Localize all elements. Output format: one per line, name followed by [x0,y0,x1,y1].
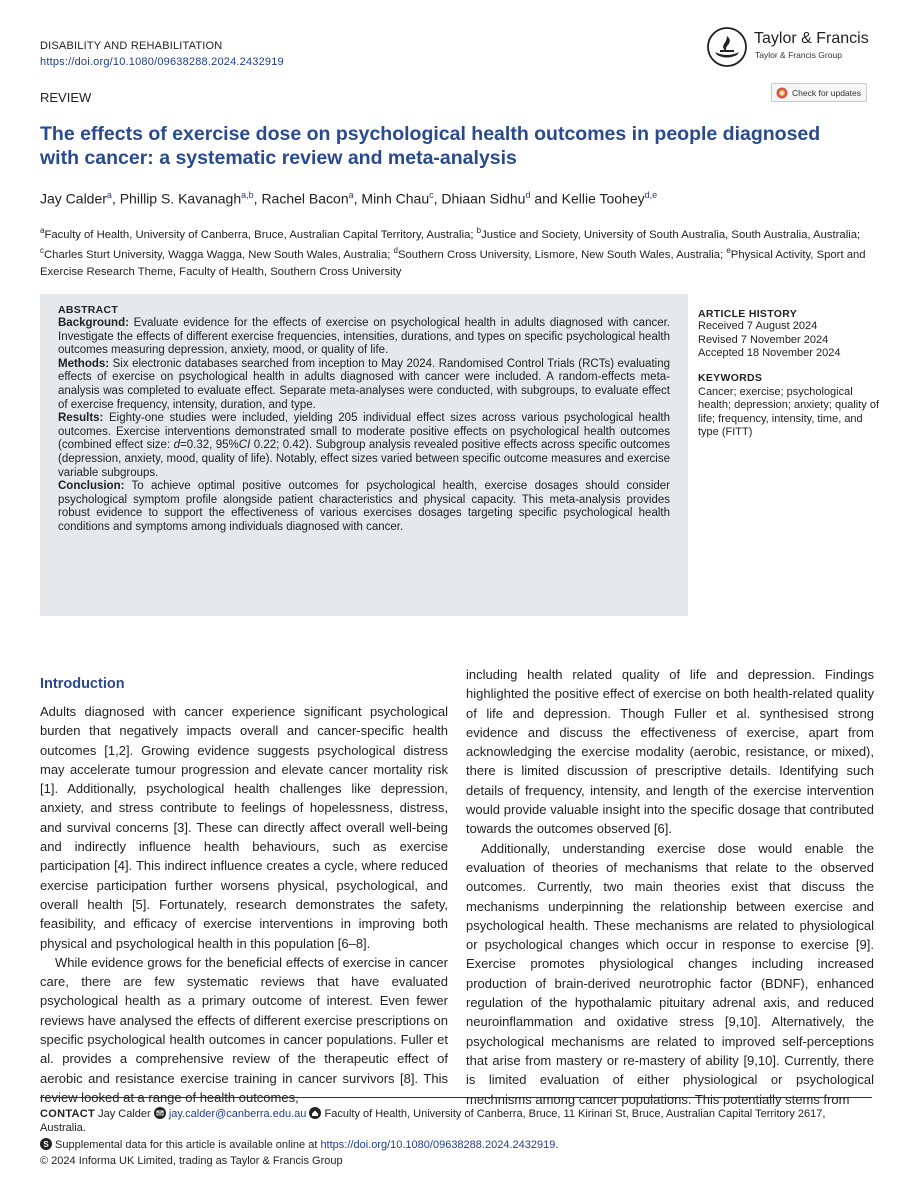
abstract-text-italic: CI [238,439,251,452]
abstract-label: Results: [58,412,104,425]
affil-text: Southern Cross University, Lismore, New South Wales, Australia; [397,249,727,262]
author-list [40,190,657,207]
author-affil-sup[interactable]: d [525,190,531,200]
author-affil-sup[interactable]: a [106,190,112,200]
abstract-label: Methods: [58,357,110,370]
affil-sup: c [40,246,44,256]
affil-sup: a [40,226,45,235]
author-name: Rachel Bacon [261,190,349,207]
contact-info [40,1107,872,1135]
journal-header [40,40,284,68]
body-column-left [40,674,448,1107]
abstract-conclusion [58,480,670,534]
address-icon [309,1107,321,1119]
received-date: Received 7 August 2024 [698,320,818,332]
supplemental-link[interactable]: https://doi.org/10.1080/09638288.2024.2432919 [320,1139,556,1151]
check-updates-label: Check for updates [792,87,861,98]
supplemental-end: . [555,1139,559,1151]
article-history-heading: ARTICLE HISTORY [698,308,798,320]
check-for-updates-button[interactable] [771,83,867,102]
author-affil-sup[interactable]: a [348,190,354,200]
footer-divider [40,1097,872,1098]
supplemental-note [40,1138,558,1151]
article-history [698,308,888,361]
abstract-heading: ABSTRACT [58,304,119,316]
author-separator: , [253,190,262,207]
author-affil-sup[interactable]: c [429,190,434,200]
publisher-name: Taylor & Francis [754,30,869,47]
check-updates-icon [776,87,788,99]
author-separator: and [530,190,562,207]
revised-date: Revised 7 November 2024 [698,333,829,346]
contact-email-link[interactable]: jay.calder@canberra.edu.au [168,1108,307,1120]
journal-name: DISABILITY AND REHABILITATION [40,40,223,52]
author-separator: , [111,190,120,207]
author-affil-sup[interactable]: d,e [644,190,658,200]
abstract-text: =0.32, 95% [180,439,239,452]
body-column-right [466,665,874,1109]
introduction-heading: Introduction [40,676,125,692]
author-affil-sup[interactable]: a,b [241,190,254,200]
author-name: Kellie Toohey [561,190,645,207]
publisher-logo-icon [706,26,748,68]
affil-sup: e [726,246,731,256]
abstract-text: 0.22; 0.42). Subgroup analysis revealed positive effects across specific outcomes (depression, anxiety, mood, quality of life). Notably, effect sizes varied between specific outcome measures and exercise variable subgroups. [58,439,670,479]
author-name: Dhiaan Sidhu [441,190,526,207]
abstract-text-italic: d [173,439,181,452]
contact-label: CONTACT [40,1108,96,1120]
abstract-box [40,294,688,616]
abstract-background [58,317,670,358]
abstract-label: Background: [58,317,129,329]
affil-text: Faculty of Health, University of Canberra, Bruce, Australian Capital Territory, Australia; [44,228,477,241]
affiliations [40,223,870,280]
body-paragraph: Additionally, understanding exercise dose would enable the evaluation of theories of mechanisms that relate to the observed outcomes. Currently, two main theories exist that discuss the mechanisms underpinning the relationship between exercise and psychological health. These mechanisms are related to physiological or psychological changes which occur in response to exercise [9]. Exercise promotes physiological changes including increased production of brain-derived neurotrophic factor (BDNF), enhanced regulation of the hypothalamic pituitary adrenal axis, and reduced neuroinflammation and oxidative stress [9,10]. Alternatively, the psychological mechanisms are related to improved self-perceptions that arise from mastery or re-mastery of ability [9,10]. Currently, there is limited evaluation of either physiological or psychological mechnisms among cancer populations. This potentially stems from [466,840,874,1107]
keywords-text: Cancer; exercise; psychological health; depression; anxiety; quality of life; frequency, intensity, time, and type (FITT) [698,385,880,438]
publisher-block [706,24,876,70]
author-separator: , [353,190,362,207]
supplemental-text: Supplemental data for this article is available online at [52,1139,321,1151]
abstract-label: Conclusion: [58,480,125,493]
abstract-methods [58,358,670,412]
keywords-block [698,372,883,440]
author-name: Minh Chau [361,190,430,207]
abstract-text: Evaluate evidence for the effects of exercise on psychological health in adults diagnosed with cancer. Investigate the effects of different exercise frequencies, intensities, durations, and types on specific psychological health outcomes measuring depression, anxiety, mood, or quality of life. [58,317,670,357]
article-title: The effects of exercise dose on psychological health outcomes in people diagnosed with cancer: a systematic review and meta-analysis [40,123,821,169]
affil-sup: d [393,246,398,256]
email-icon [154,1107,166,1119]
publisher-group: Taylor & Francis Group [755,50,842,60]
body-paragraph: including health related quality of life and depression. Findings highlighted the positive effect of exercise on both health-related quality of life and depression. Though Fuller et al. synthesised strong evidence and discuss the effectiveness of exercise, apart from acknowledging the exercise modality (aerobic, resistance, or mixed), there is limited discussion of prescriptive details. Identifying such details of frequency, intensity, and length of the exercise intervention would provide valuable insight into the specific dosage that contributed towards the outcomes observed [6]. [466,667,874,837]
contact-name: Jay Calder [95,1108,154,1120]
copyright-line: © 2024 Informa UK Limited, trading as Taylor & Francis Group [40,1155,343,1167]
affil-sup: b [476,226,482,235]
abstract-text: Eighty-one studies were included, yielding 205 individual effect sizes across various psychological health outcomes. Exercise interventions demonstrated small to moderate positive effects on psychological health outcomes (combined effect size: [58,412,670,452]
body-paragraph: While evidence grows for the beneficial effects of exercise in cancer care, there are few systematic reviews that have evaluated psychological health as a primary outcome of interest. Even fewer reviews have analysed the effects of different exercise prescriptions on specific psychological health outcomes in cancer populations. Fuller et al. provides a comprehensive review of the therapeutic effect of aerobic and resistance exercise training in cancer survivors [8]. This review looked at a range of health outcomes, [40,954,448,1105]
affil-text: Physical Activity, Sport and Exercise Research Theme, Faculty of Health, Southern Cross University [40,249,866,278]
body-paragraph: Adults diagnosed with cancer experience significant psychological burden that negatively impacts overall and cancer-specific health outcomes [1,2]. Growing evidence suggests psychological distress may accelerate tumour progression and elevate cancer mortality risk [1]. Additionally, psychological health challenges like depression, anxiety, and stress contribute to feelings of hopelessness, distress, and survival concerns [3]. These can directly affect overall well-being and indirectly influence health behaviours, such as exercise participation [4]. This indirect influence creates a cycle, where reduced exercise participation further worsens physical, psychological, and overall health [5]. Fortunately, research demonstrates the safety, feasibility, and efficacy of exercise interventions in improving both physical and psychological health in this population [6–8]. [40,704,448,951]
abstract-results [58,412,670,480]
affil-text: Charles Sturt University, Wagga Wagga, New South Wales, Australia; [44,249,394,262]
accepted-date: Accepted 18 November 2024 [698,347,841,359]
doi-link[interactable]: https://doi.org/10.1080/09638288.2024.2432919 [40,56,284,68]
author-name: Phillip S. Kavanagh [119,190,242,207]
abstract-text: Six electronic databases searched from inception to May 2024. Randomised Control Trials (RCTs) evaluating effects of exercise on psychological health in adults diagnosed with cancer were included. A random-effects meta-analysis was completed to evaluate effect. Separate meta-analyses were conducted, with subgroups, to evaluate effect of exercise frequency, intensity, duration, and type. [58,357,670,411]
author-separator: , [433,190,442,207]
author-name: Jay Calder [40,190,107,207]
supplemental-icon [40,1138,52,1150]
abstract-text: To achieve optimal positive outcomes for psychological health, exercise dosages should consider psychological symptom profile alongside patient characteristics and physical capacity. This meta-analysis provides robust evidence to support the effectiveness of various exercises dosages targeting specific psychological health conditions and symptoms among individuals diagnosed with cancer. [58,480,670,533]
affil-text: Justice and Society, University of South Australia, South Australia, Australia; [481,228,861,241]
contact-address: Faculty of Health, University of Canberra, Bruce, 11 Kirinari St, Bruce, Australian Capital Territory 2617, Australia. [40,1108,826,1134]
keywords-heading: KEYWORDS [698,372,763,384]
svg-text:S: S [43,1140,49,1149]
article-type-label: REVIEW [40,90,92,105]
